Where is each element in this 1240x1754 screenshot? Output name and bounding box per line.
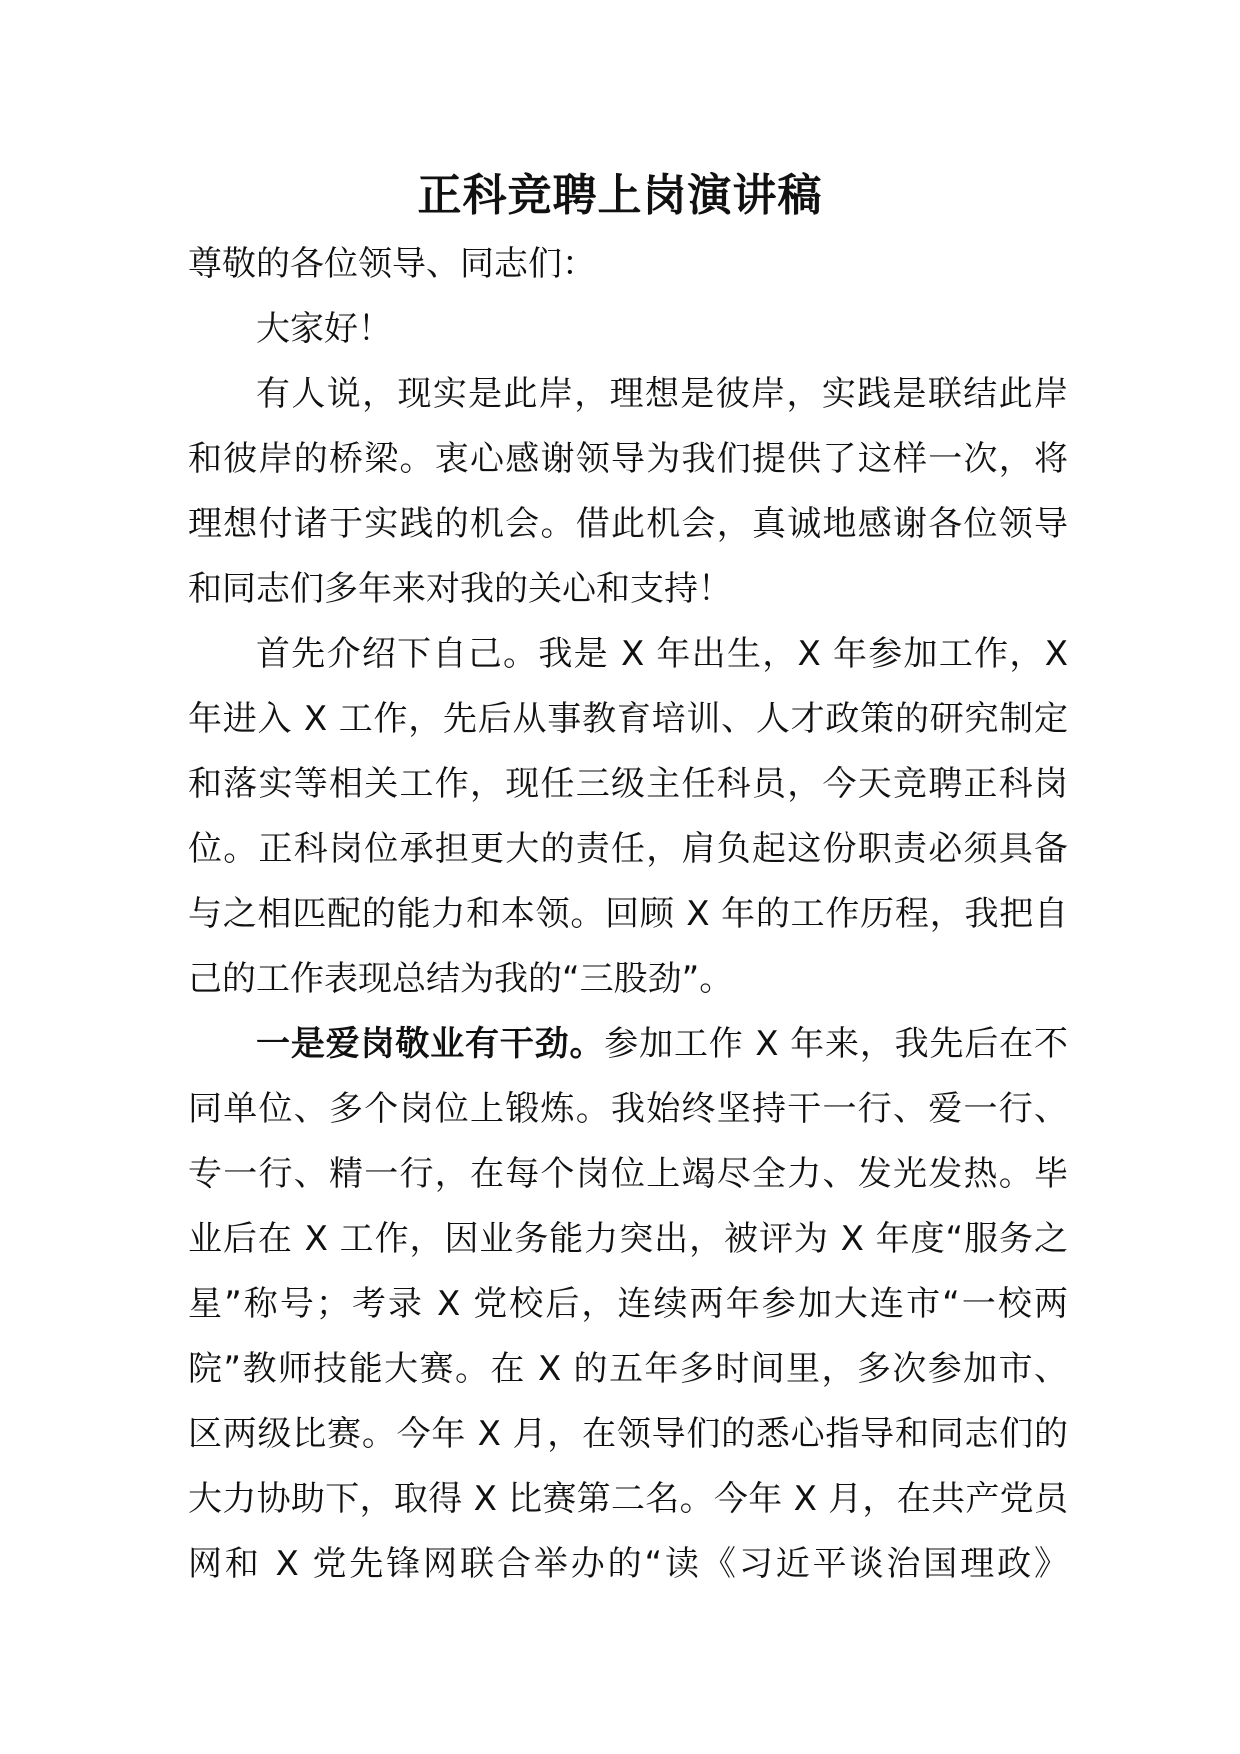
paragraph-line: 同单位、多个岗位上锻炼。我始终坚持干一行、爱一行、 xyxy=(188,1089,1068,1129)
paragraph-line xyxy=(188,1016,1068,1081)
paragraph-line: 区两级比赛。今年 X 月，在领导们的悉心指导和同志们的 xyxy=(188,1414,1068,1454)
paragraph-line: 大力协助下，取得 X 比赛第二名。今年 X 月，在共产党员 xyxy=(188,1479,1068,1519)
paragraph-line: 位。正科岗位承担更大的责任，肩负起这份职责必须具备 xyxy=(188,829,1068,869)
paragraph-line: 首先介绍下自己。我是 X 年出生，X 年参加工作，X xyxy=(256,634,1068,674)
paragraph-line: 有人说，现实是此岸，理想是彼岸，实践是联结此岸 xyxy=(256,374,1068,414)
document-title: 正科竞聘上岗演讲稿 xyxy=(417,170,823,221)
paragraph-line: 专一行、精一行，在每个岗位上竭尽全力、发光发热。毕 xyxy=(188,1154,1068,1194)
salutation: 尊敬的各位领导、同志们： xyxy=(188,244,596,284)
paragraph-line: 年进入 X 工作，先后从事教育培训、人才政策的研究制定 xyxy=(188,699,1068,739)
paragraph-line: 院”教师技能大赛。在 X 的五年多时间里，多次参加市、 xyxy=(188,1349,1068,1389)
paragraph-line: 理想付诸于实践的机会。借此机会，真诚地感谢各位领导 xyxy=(188,504,1068,544)
section-heading: 一是爱岗敬业有干劲。 xyxy=(256,1024,605,1064)
paragraph-line: 网和 X 党先锋网联合举办的“读《习近平谈治国理政》 xyxy=(188,1544,1068,1584)
paragraph-line: 星”称号；考录 X 党校后，连续两年参加大连市“一校两 xyxy=(188,1284,1068,1324)
greeting: 大家好！ xyxy=(256,309,392,349)
document-body xyxy=(188,236,1068,1601)
paragraph-line: 和同志们多年来对我的关心和支持！ xyxy=(188,569,732,609)
paragraph-line: 己的工作表现总结为我的“三股劲”。 xyxy=(188,959,734,999)
paragraph-text: 参加工作 X 年来，我先后在不 xyxy=(604,1024,1068,1064)
paragraph-line: 和落实等相关工作，现任三级主任科员，今天竞聘正科岗 xyxy=(188,764,1068,804)
paragraph-line: 业后在 X 工作，因业务能力突出，被评为 X 年度“服务之 xyxy=(188,1219,1068,1259)
paragraph-line: 和彼岸的桥梁。衷心感谢领导为我们提供了这样一次，将 xyxy=(188,439,1068,479)
paragraph-line: 与之相匹配的能力和本领。回顾 X 年的工作历程，我把自 xyxy=(188,894,1068,934)
